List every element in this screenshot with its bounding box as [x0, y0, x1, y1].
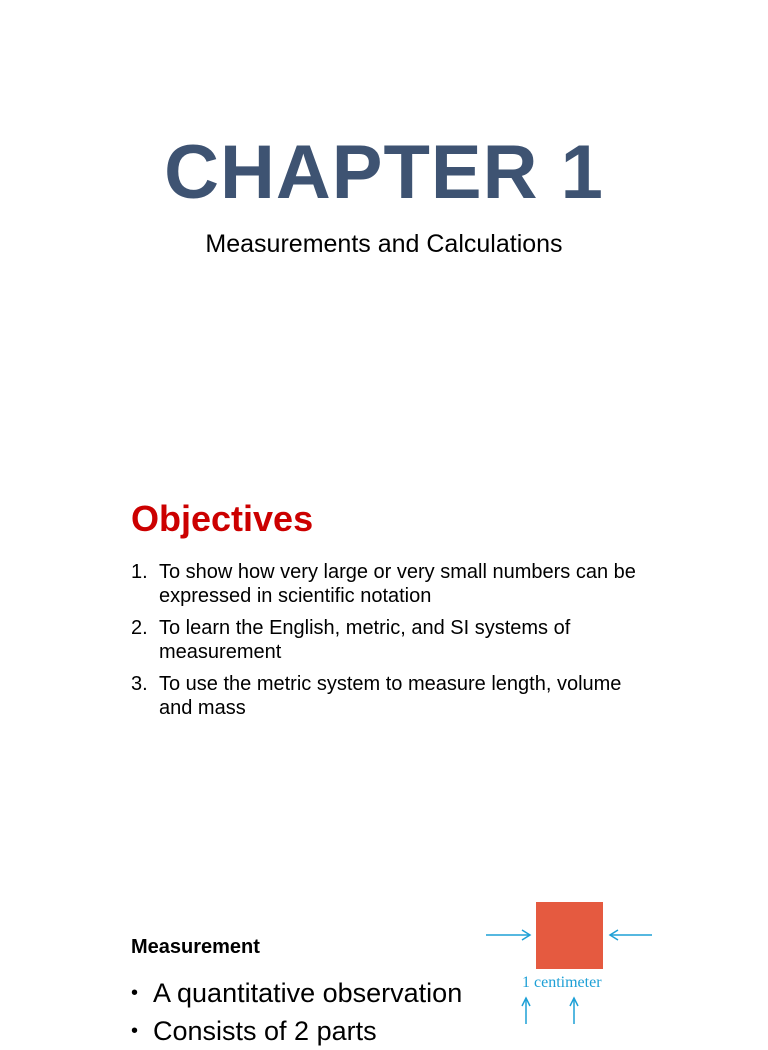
chapter-subtitle: Measurements and Calculations	[205, 230, 563, 258]
bullet-text: A quantitative observation	[153, 978, 463, 1008]
measurement-heading: Measurement	[131, 936, 260, 958]
arrow-left-icon	[610, 930, 652, 940]
centimeter-diagram	[484, 898, 656, 1024]
objective-text: To learn the English, metric, and SI systems of measurement	[159, 617, 571, 663]
bullet-item	[131, 974, 481, 1012]
centimeter-label: 1 centimeter	[522, 974, 602, 991]
objectives-list	[131, 560, 651, 728]
objective-number: 2.	[131, 617, 148, 639]
objective-item	[131, 672, 651, 720]
bullet-text: Consists of 2 parts	[153, 1016, 377, 1046]
objective-number: 3.	[131, 673, 148, 695]
centimeter-figure	[484, 898, 656, 1024]
bullet-symbol: •	[131, 982, 139, 1004]
objective-text: To use the metric system to measure length, volume and mass	[159, 673, 622, 719]
bullet-symbol: •	[131, 1020, 139, 1042]
bullet-item	[131, 1012, 481, 1050]
objective-number: 1.	[131, 561, 148, 583]
centimeter-square	[536, 902, 603, 969]
objective-item	[131, 560, 651, 608]
objective-text: To show how very large or very small numbers can be expressed in scientific notation	[159, 561, 636, 607]
arrow-up-icon	[522, 998, 578, 1024]
chapter-title: CHAPTER 1	[164, 130, 604, 215]
objective-item	[131, 616, 651, 664]
arrow-right-icon	[486, 930, 530, 940]
measurement-bullets	[131, 974, 481, 1050]
objectives-heading: Objectives	[131, 498, 314, 539]
